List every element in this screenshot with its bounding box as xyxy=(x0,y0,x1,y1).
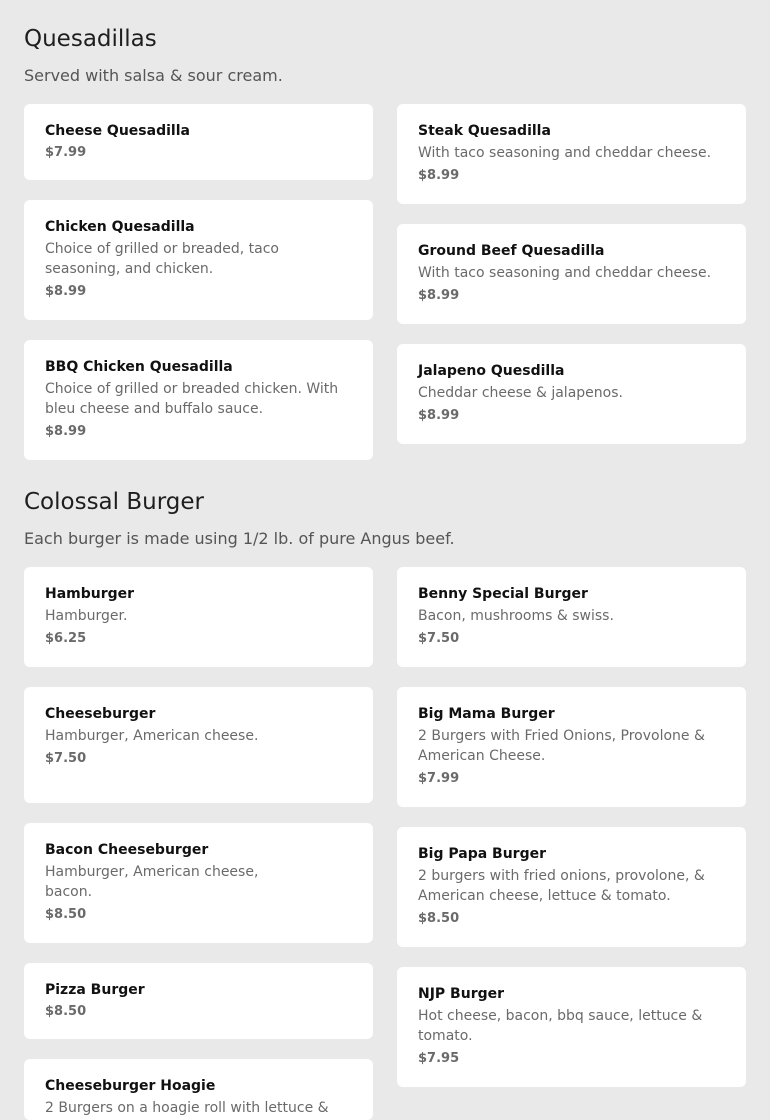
section-colossal-burger xyxy=(24,463,746,1120)
item-price: $7.50 xyxy=(418,631,460,646)
item-description: With taco seasoning and cheddar cheese. xyxy=(418,265,712,281)
item-description: Hamburger, American cheese, bacon. xyxy=(45,864,259,900)
menu-item-card[interactable] xyxy=(397,104,746,204)
item-name: Bacon Cheeseburger xyxy=(45,842,209,858)
item-name: Cheeseburger Hoagie xyxy=(45,1078,216,1094)
item-name: Chicken Quesadilla xyxy=(45,219,195,235)
item-name: Big Papa Burger xyxy=(418,846,547,862)
item-price: $8.99 xyxy=(418,168,460,183)
item-description: Choice of grilled or breaded chicken. With bleu cheese and buffalo sauce. xyxy=(45,381,339,417)
item-description: Choice of grilled or breaded, taco seasoning, and chicken. xyxy=(45,241,279,277)
item-name: BBQ Chicken Quesadilla xyxy=(45,359,233,375)
item-description: Cheddar cheese & jalapenos. xyxy=(418,385,623,401)
menu-item-card[interactable] xyxy=(397,967,746,1087)
item-name: Benny Special Burger xyxy=(418,586,588,602)
item-description: With taco seasoning and cheddar cheese. xyxy=(418,145,712,161)
item-name: Cheeseburger xyxy=(45,706,156,722)
item-price: $7.99 xyxy=(45,145,87,160)
menu-item-card[interactable] xyxy=(397,567,746,667)
menu-item-card[interactable] xyxy=(397,224,746,324)
item-price: $7.99 xyxy=(418,771,460,786)
item-price: $8.99 xyxy=(418,288,460,303)
item-description: 2 Burgers on a hoagie roll with lettuce & xyxy=(45,1100,329,1116)
item-name: Jalapeno Quesdilla xyxy=(418,363,565,379)
item-price: $8.99 xyxy=(45,284,87,299)
item-price: $7.95 xyxy=(418,1051,460,1066)
menu-item-card[interactable] xyxy=(397,687,746,807)
menu-item-card[interactable] xyxy=(24,963,373,1039)
item-description: Bacon, mushrooms & swiss. xyxy=(418,608,614,624)
menu-item-card[interactable] xyxy=(24,104,373,180)
menu-item-card[interactable] xyxy=(397,344,746,444)
item-description: 2 Burgers with Fried Onions, Provolone & American Cheese. xyxy=(418,728,705,764)
section-title: Quesadillas xyxy=(24,26,157,52)
item-price: $8.99 xyxy=(418,408,460,423)
item-name: Pizza Burger xyxy=(45,982,145,998)
item-name: Steak Quesadilla xyxy=(418,123,551,139)
section-quesadillas xyxy=(24,0,746,470)
item-price: $6.25 xyxy=(45,631,87,646)
item-price: $7.50 xyxy=(45,751,87,766)
item-description: Hamburger, American cheese. xyxy=(45,728,259,744)
item-name: Cheese Quesadilla xyxy=(45,123,190,139)
item-name: Big Mama Burger xyxy=(418,706,555,722)
menu-item-card[interactable] xyxy=(397,827,746,947)
item-price: $8.50 xyxy=(45,907,87,922)
item-price: $8.99 xyxy=(45,424,87,439)
menu-item-card[interactable] xyxy=(24,1059,373,1120)
menu-item-card[interactable] xyxy=(24,823,373,943)
item-name: Hamburger xyxy=(45,586,135,602)
item-description: Hot cheese, bacon, bbq sauce, lettuce & tomato. xyxy=(418,1008,703,1044)
item-name: Ground Beef Quesadilla xyxy=(418,243,605,259)
menu-item-card[interactable] xyxy=(24,567,373,667)
item-description: Hamburger. xyxy=(45,608,128,624)
section-description: Served with salsa & sour cream. xyxy=(24,66,283,85)
menu-item-card[interactable] xyxy=(24,340,373,460)
item-price: $8.50 xyxy=(418,911,460,926)
menu-item-card[interactable] xyxy=(24,200,373,320)
section-title: Colossal Burger xyxy=(24,489,204,515)
section-description: Each burger is made using 1/2 lb. of pure Angus beef. xyxy=(24,529,455,548)
item-description: 2 burgers with fried onions, provolone, & American cheese, lettuce & tomato. xyxy=(418,868,705,904)
item-price: $8.50 xyxy=(45,1004,87,1019)
menu-item-card[interactable] xyxy=(24,687,373,803)
item-name: NJP Burger xyxy=(418,986,505,1002)
